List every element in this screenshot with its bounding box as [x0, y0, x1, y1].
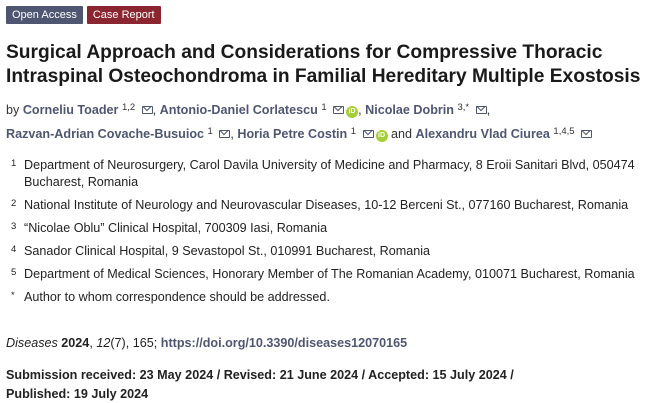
correspondence-note	[6, 289, 666, 306]
affiliation-item	[6, 220, 666, 237]
author-name-dobrin[interactable]: Nicolae Dobrin	[365, 103, 454, 117]
affiliation-number: 2	[11, 198, 17, 209]
author-sup-dobrin: 3,*	[457, 102, 470, 113]
affiliation-text: National Institute of Neurology and Neurovascular Diseases, 10-12 Berceni St., 077160 Bucharest, Romania	[24, 198, 629, 212]
affiliation-number: 4	[11, 244, 17, 255]
author-name-costin[interactable]: Horia Petre Costin	[237, 127, 348, 141]
author-line-1: by Corneliu Toader $^{1,2}$ , Antonio-Daniel Corlatescu $^1$ iD , Nicolae Dobrin $^{3,*}$ ,	[6, 102, 491, 117]
citation-issue-pages: (7), 165;	[110, 336, 158, 350]
affiliations-list	[6, 157, 666, 312]
affiliation-number: 1	[11, 158, 17, 169]
email-icon[interactable]	[219, 130, 230, 138]
author-name-ciurea[interactable]: Alexandru Vlad Ciurea	[415, 127, 550, 141]
email-icon[interactable]	[333, 106, 344, 114]
orcid-icon[interactable]: iD	[376, 130, 388, 142]
author-sup-covache-busuioc: 1	[207, 126, 213, 137]
affiliation-text: Sanador Clinical Hospital, 9 Sevastopol St., 010991 Bucharest, Romania	[24, 244, 431, 258]
affiliation-number: *	[11, 290, 15, 301]
citation-year: 2024	[61, 336, 90, 350]
author-sup-ciurea: 1,4,5	[553, 126, 575, 137]
affiliation-item	[6, 243, 666, 260]
affiliation-number: 5	[11, 267, 17, 278]
journal-name: Diseases	[6, 336, 58, 350]
email-icon[interactable]	[581, 130, 592, 138]
author-name-toader[interactable]: Corneliu Toader	[22, 103, 119, 117]
citation: Diseases 2024, 12(7), 165; https://doi.org/10.3390/diseases12070165	[6, 336, 408, 350]
badges	[6, 6, 161, 24]
affiliation-item	[6, 157, 666, 191]
affiliation-text: Department of Neurosurgery, Carol Davila University of Medicine and Pharmacy, 8 Eroii Sanitari Blvd, 050474 Bucharest, Romania	[24, 158, 635, 189]
open-access-badge[interactable]: Open Access	[6, 6, 83, 24]
email-icon[interactable]	[142, 106, 153, 114]
affiliation-item	[6, 266, 666, 283]
dates-line-1: Submission received: 23 May 2024 / Revised: 21 June 2024 / Accepted: 15 July 2024 /	[6, 368, 514, 382]
case-report-badge[interactable]: Case Report	[87, 6, 161, 24]
author-name-corlatescu[interactable]: Antonio-Daniel Corlatescu	[159, 103, 318, 117]
author-sup-costin: 1	[350, 126, 357, 137]
doi-link[interactable]: https://doi.org/10.3390/diseases12070165	[160, 336, 408, 350]
affiliation-text: Author to whom correspondence should be addressed.	[24, 290, 330, 304]
author-sup-toader: 1,2	[121, 102, 136, 113]
author-list	[6, 97, 666, 145]
author-line-2: Razvan-Adrian Covache-Busuioc $^1$ , Horia Petre Costin $^1$ iD and Alexandru Vlad Ciurea $^{1,4,5}$	[6, 121, 666, 145]
email-icon[interactable]	[363, 130, 374, 138]
author-sup-corlatescu: 1	[321, 102, 327, 113]
affiliation-number: 3	[11, 221, 17, 232]
by-label: by	[6, 103, 20, 117]
affiliation-item	[6, 197, 666, 214]
and-label: and	[391, 127, 413, 141]
article-title: Surgical Approach and Considerations for Compressive Thoracic Intraspinal Osteochondroma in Familial Hereditary Multiple Exostosis	[6, 42, 641, 87]
affiliation-text: Department of Medical Sciences, Honorary Member of The Romanian Academy, 010071 Bucharest, Romania	[24, 267, 635, 281]
affiliation-text: “Nicolae Oblu” Clinical Hospital, 700309 Iasi, Romania	[24, 221, 328, 235]
orcid-icon[interactable]: iD	[346, 106, 358, 118]
citation-volume: 12	[96, 336, 111, 350]
dates-line-2: Published: 19 July 2024	[6, 387, 149, 401]
author-name-covache-busuioc[interactable]: Razvan-Adrian Covache-Busuioc	[6, 127, 205, 141]
email-icon[interactable]	[476, 106, 487, 114]
publication-dates	[6, 366, 666, 403]
